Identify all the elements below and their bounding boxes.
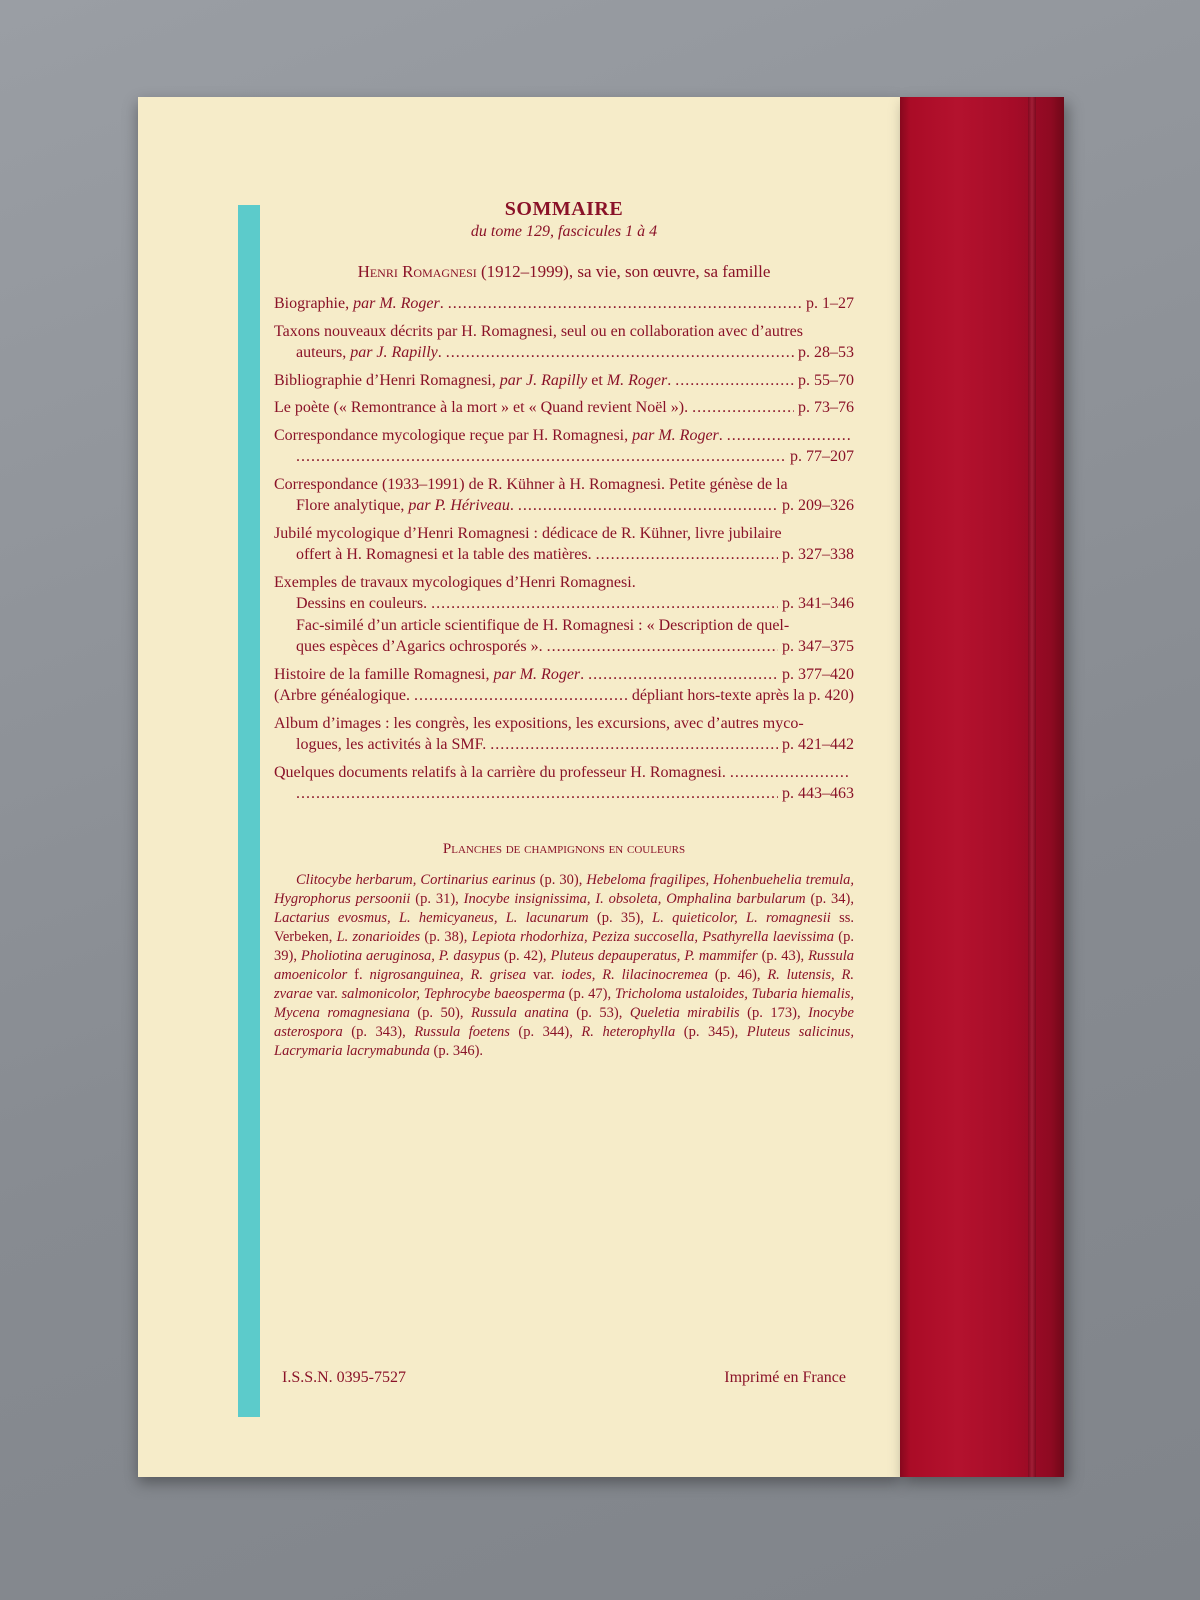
dot-leader (490, 734, 778, 756)
dot-leader (446, 342, 794, 364)
table-of-contents (274, 197, 854, 1061)
plates-heading: Planches de champignons en couleurs (442, 840, 686, 857)
entry-text: et (587, 371, 607, 389)
dot-leader (547, 636, 778, 658)
toc-entry (274, 321, 854, 364)
toc-entry (274, 474, 854, 517)
entry-suffix: . (509, 497, 514, 514)
back-cover (138, 97, 900, 1477)
toc-entry (274, 664, 854, 707)
dot-leader (675, 370, 794, 392)
entry-text: Histoire de la famille Romagnesi, (274, 665, 494, 683)
dot-leader (730, 762, 850, 784)
accent-bar (238, 205, 260, 1417)
entry-author: par P. Hériveau (408, 497, 510, 514)
book (138, 97, 1064, 1477)
dot-leader (692, 397, 794, 419)
plates-list: Clitocybe herbarum, Cortinarius earinus (p. 30), Hebeloma fragilipes, Hohenbuehelia tremula, Hygrophorus persoonii (p. 31), Inocybe insignissima, I. obsoleta, Omphalina barbularum (p. 34), Lactarius evosmus, L. hemicyaneus, L. lacunarum (p. 35), L. quieticolor, L. romagnesii ss. Verbeken, L. zonarioides (p. 38), Lepiota rhodorhiza, Peziza succosella, Psathyrella laevissima (p. 39), Pholiotina aeruginosa, P. dasypus (p. 42), Pluteus depauperatus, P. mammifer (p. 43), Russula amoenicolor f. nigrosanguinea, R. grisea var. iodes, R. lilacinocremea (p. 46), R. lutensis, R. zvarae var. salmonicolor, Tephrocybe baeosperma (p. 47), Tricholoma ustaloides, Tubaria hiemalis, Mycena romagnesiana (p. 50), Russula anatina (p. 53), Queletia mirabilis (p. 173), Inocybe asterospora (p. 343), Russula foetens (p. 344), R. heterophylla (p. 345), Pluteus salicinus, Lacrymaria lacrymabunda (p. 346). (274, 871, 855, 1059)
entry-line: Correspondance (1933–1991) de R. Kühner à H. Romagnesi. Petite génèse de la (274, 475, 788, 493)
dot-leader (727, 425, 850, 447)
heading-rest: (1912–1999), sa vie, son œuvre, sa famille (476, 262, 771, 281)
entry-text: Correspondance mycologique reçue par H. Romagnesi, (274, 426, 633, 444)
toc-entry (274, 523, 854, 566)
entry-page: p. 55–70 (798, 371, 854, 389)
entry-text: Bibliographie d’Henri Romagnesi, (274, 371, 500, 389)
dot-leader (414, 685, 628, 707)
entry-text: Dessins en couleurs. (296, 595, 428, 612)
entry-page: p. 73–76 (798, 399, 854, 416)
toc-entry (274, 293, 854, 315)
entry-author: par J. Rapilly (499, 371, 588, 389)
toc-entry (274, 425, 854, 468)
entry-suffix: . (439, 295, 444, 312)
dot-leader (588, 664, 778, 686)
entry-line: Fac-similé d’un article scientifique de H. Romagnesi : « Description de quel- (296, 616, 790, 634)
issn: I.S.S.N. 0395-7527 (282, 1369, 407, 1386)
entry-line: Album d’images : les congrès, les expositions, les excursions, avec d’autres myco- (274, 714, 804, 732)
entry-author: M. Roger (606, 371, 668, 389)
dot-leader (296, 446, 786, 468)
entry-author: par M. Roger (632, 426, 719, 444)
dot-leader (518, 495, 778, 517)
dot-leader (596, 544, 778, 566)
dot-leader (296, 783, 778, 805)
entry-text: Flore analytique, (296, 497, 409, 514)
toc-entry (274, 397, 854, 419)
entry-text: ques espèces d’Agarics ochrosporés ». (296, 638, 543, 655)
entry-text: Biographie, (274, 295, 354, 312)
entry-page: p. 1–27 (806, 295, 854, 312)
entry-author: par J. Rapilly (350, 344, 438, 361)
entry-page: p. 377–420 (782, 665, 854, 683)
toc-entry (274, 370, 854, 392)
entry-page: p. 341–346 (782, 595, 854, 612)
entry-text: (Arbre généalogique. (274, 687, 410, 704)
entry-page: dépliant hors-texte après la p. 420) (631, 687, 854, 704)
book-spine (900, 97, 1064, 1477)
entry-page: p. 327–338 (782, 546, 854, 563)
toc-entry (274, 762, 854, 805)
entry-text: auteurs, (296, 344, 351, 361)
toc-title: SOMMAIRE (504, 198, 624, 220)
section-heading (274, 261, 854, 283)
heading-name: Henri Romagnesi (357, 262, 477, 281)
entry-text: Le poète (« Remontrance à la mort » et « Quand revient Noël »). (274, 399, 689, 416)
entry-text: Quelques documents relatifs à la carrière du professeur H. Romagnesi. (274, 763, 726, 781)
entry-text: offert à H. Romagnesi et la table des matières. (296, 546, 592, 563)
entry-page: p. 421–442 (782, 736, 854, 753)
toc-subtitle: du tome 129, fascicules 1 à 4 (470, 223, 658, 240)
entry-page: p. 443–463 (782, 785, 854, 802)
entry-line: Taxons nouveaux décrits par H. Romagnesi, seul ou en collaboration avec d’autres (274, 322, 803, 340)
toc-entry (274, 572, 854, 658)
dot-leader (431, 593, 778, 615)
entry-suffix: . (718, 426, 723, 444)
entry-author: par M. Roger (353, 295, 440, 312)
dot-leader (448, 293, 802, 315)
entry-text: logues, les activités à la SMF. (296, 736, 487, 753)
entry-suffix: . (667, 371, 672, 389)
entry-page: p. 209–326 (782, 497, 854, 514)
printed-in: Imprimé en France (724, 1369, 846, 1386)
entry-page: p. 347–375 (782, 638, 854, 655)
entry-suffix: . (437, 344, 442, 361)
entry-line: Exemples de travaux mycologiques d’Henri Romagnesi. (274, 573, 636, 591)
entry-page: p. 77–207 (790, 448, 854, 465)
toc-entry (274, 713, 854, 756)
entry-line: Jubilé mycologique d’Henri Romagnesi : dédicace de R. Kühner, livre jubilaire (274, 524, 782, 542)
entry-suffix: . (580, 665, 585, 683)
entry-author: par M. Roger (493, 665, 581, 683)
entry-page: p. 28–53 (798, 344, 854, 361)
